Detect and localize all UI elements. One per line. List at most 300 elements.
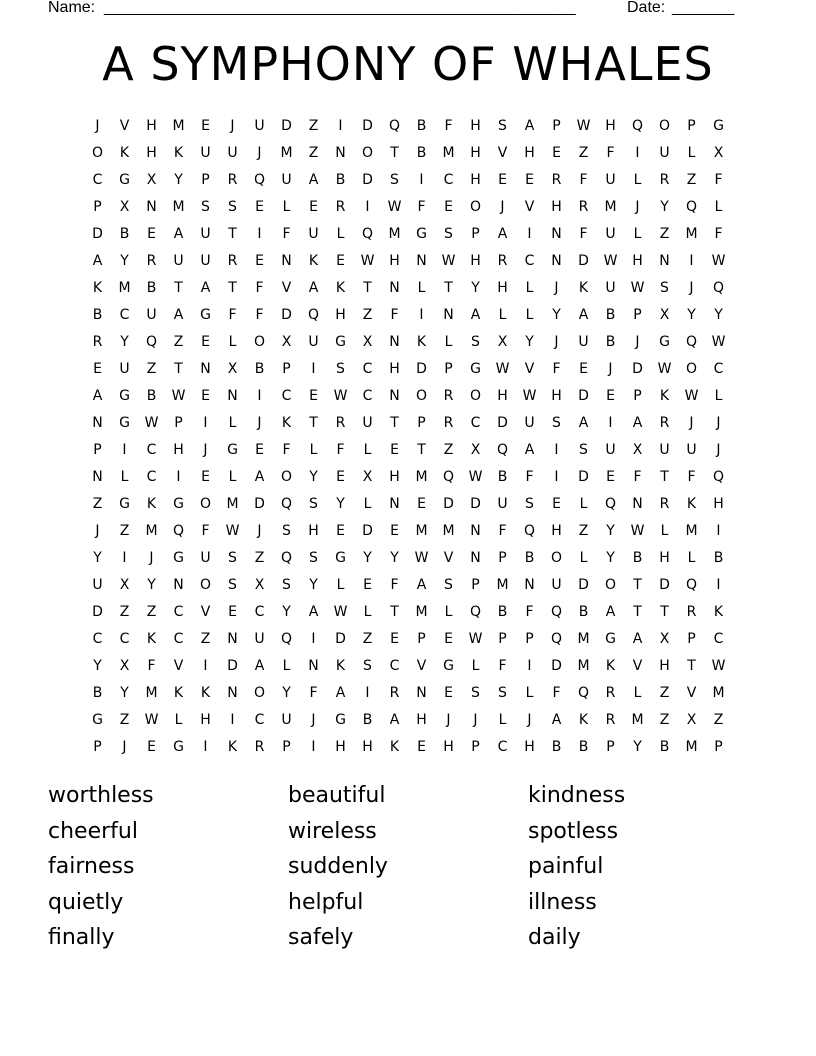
grid-letter: S <box>660 279 669 296</box>
grid-letter: L <box>633 684 642 701</box>
grid-letter: G <box>443 657 454 674</box>
grid-letter: E <box>390 522 399 539</box>
grid-letter: E <box>147 738 156 755</box>
grid-letter: H <box>551 522 562 539</box>
grid-letter: J <box>554 279 559 296</box>
grid-letter: J <box>554 333 559 350</box>
grid-letter: S <box>525 495 534 512</box>
grid-letter: H <box>551 387 562 404</box>
grid-letter: U <box>605 441 616 458</box>
date-field-line: _______ <box>672 0 735 16</box>
grid-letter: F <box>444 117 453 134</box>
grid-letter: D <box>578 252 589 269</box>
grid-letter: I <box>176 468 181 485</box>
grid-letter: A <box>173 225 184 242</box>
grid-letter: N <box>227 630 238 647</box>
grid-letter: I <box>122 549 127 566</box>
name-label: Name: <box>48 0 96 16</box>
grid-letter: X <box>659 306 670 323</box>
grid-letter: W <box>360 252 375 269</box>
grid-letter: L <box>174 711 183 728</box>
grid-letter: R <box>443 387 454 404</box>
grid-letter: N <box>389 387 400 404</box>
grid-letter: N <box>443 306 454 323</box>
grid-letter: C <box>119 306 130 323</box>
grid-letter: B <box>524 549 535 566</box>
grid-letter: A <box>578 414 589 431</box>
grid-letter: H <box>389 468 400 485</box>
grid-letter: E <box>255 441 264 458</box>
grid-letter: W <box>144 711 159 728</box>
grid-letter: A <box>92 252 103 269</box>
grid-letter: W <box>441 252 456 269</box>
grid-letter: L <box>444 603 453 620</box>
grid-letter: M <box>226 495 239 512</box>
grid-letter: B <box>578 738 589 755</box>
grid-letter: H <box>497 387 508 404</box>
grid-letter: K <box>416 333 427 350</box>
grid-letter: L <box>228 468 237 485</box>
grid-letter: L <box>336 576 345 593</box>
grid-letter: W <box>171 387 186 404</box>
grid-letter: W <box>684 387 699 404</box>
grid-letter: O <box>361 144 374 161</box>
grid-letter: Y <box>606 522 615 539</box>
grid-letter: F <box>282 441 291 458</box>
grid-letter: Z <box>146 360 157 377</box>
grid-letter: Q <box>550 603 563 620</box>
grid-letter: R <box>146 252 157 269</box>
grid-letter: J <box>635 333 640 350</box>
grid-letter: R <box>659 414 670 431</box>
grid-letter: T <box>228 279 237 296</box>
grid-letter: O <box>253 684 266 701</box>
grid-letter: Y <box>93 657 102 674</box>
grid-letter: G <box>335 549 346 566</box>
grid-letter: D <box>578 387 589 404</box>
date-label: Date: <box>627 0 666 16</box>
grid-letter: M <box>145 684 158 701</box>
grid-letter: X <box>470 441 481 458</box>
grid-letter: M <box>415 603 428 620</box>
grid-letter: E <box>579 360 588 377</box>
grid-letter: Q <box>685 333 698 350</box>
grid-letter: S <box>201 198 210 215</box>
grid-letter: B <box>362 711 373 728</box>
grid-letter: U <box>605 279 616 296</box>
grid-letter: X <box>362 468 373 485</box>
grid-letter: H <box>146 144 157 161</box>
grid-letter: R <box>227 252 238 269</box>
grid-letter: M <box>280 144 293 161</box>
grid-letter: R <box>497 252 508 269</box>
grid-letter: S <box>444 576 453 593</box>
grid-letter: B <box>254 360 265 377</box>
grid-letter: D <box>551 657 562 674</box>
grid-letter: P <box>174 414 183 431</box>
grid-letter: Y <box>282 684 291 701</box>
grid-letter: E <box>255 252 264 269</box>
grid-letter: W <box>711 657 726 674</box>
grid-letter: U <box>605 225 616 242</box>
grid-letter: U <box>524 414 535 431</box>
grid-letter: Z <box>308 117 319 134</box>
grid-letter: W <box>333 387 348 404</box>
grid-letter: Z <box>686 171 697 188</box>
grid-letter: T <box>444 279 453 296</box>
grid-letter: F <box>714 171 723 188</box>
grid-letter: G <box>119 414 130 431</box>
grid-letter: I <box>122 441 127 458</box>
grid-letter: X <box>119 657 130 674</box>
grid-letter: A <box>308 279 319 296</box>
grid-letter: M <box>712 684 725 701</box>
grid-letter: U <box>551 576 562 593</box>
grid-letter: K <box>92 279 103 296</box>
grid-letter: Y <box>147 576 156 593</box>
grid-letter: B <box>92 684 103 701</box>
grid-letter: L <box>363 495 372 512</box>
grid-letter: D <box>281 117 292 134</box>
grid-letter: Y <box>120 333 129 350</box>
grid-letter: D <box>92 603 103 620</box>
grid-letter: G <box>200 306 211 323</box>
grid-letter: U <box>146 306 157 323</box>
grid-letter: M <box>388 225 401 242</box>
grid-letter: V <box>443 549 454 566</box>
grid-letter: Z <box>254 549 265 566</box>
grid-letter: C <box>173 630 184 647</box>
grid-letter: J <box>95 117 100 134</box>
grid-letter: K <box>281 414 292 431</box>
grid-letter: O <box>199 495 212 512</box>
grid-letter: N <box>227 684 238 701</box>
grid-letter: V <box>632 657 643 674</box>
grid-letter: G <box>173 549 184 566</box>
grid-letter: N <box>92 468 103 485</box>
grid-letter: Y <box>552 306 561 323</box>
grid-letter: C <box>362 387 373 404</box>
grid-letter: S <box>228 549 237 566</box>
grid-letter: L <box>471 657 480 674</box>
grid-letter: I <box>554 441 559 458</box>
grid-letter: M <box>172 117 185 134</box>
grid-letter: N <box>335 144 346 161</box>
grid-letter: Q <box>631 117 644 134</box>
word-list-item: suddenly <box>288 854 388 880</box>
grid-letter: O <box>199 576 212 593</box>
grid-letter: K <box>713 603 724 620</box>
grid-letter: V <box>686 684 697 701</box>
grid-letter: R <box>335 198 346 215</box>
grid-letter: X <box>713 144 724 161</box>
grid-letter: P <box>93 441 102 458</box>
grid-letter: C <box>470 414 481 431</box>
grid-letter: J <box>149 549 154 566</box>
grid-letter: I <box>527 657 532 674</box>
grid-letter: Y <box>606 549 615 566</box>
grid-letter: F <box>498 522 507 539</box>
grid-letter: E <box>201 333 210 350</box>
grid-letter: H <box>200 711 211 728</box>
grid-letter: N <box>551 252 562 269</box>
grid-letter: W <box>414 549 429 566</box>
grid-letter: J <box>635 198 640 215</box>
grid-letter: J <box>257 522 262 539</box>
grid-letter: C <box>389 657 400 674</box>
word-list-item: spotless <box>528 818 619 844</box>
grid-letter: N <box>470 522 481 539</box>
grid-letter: W <box>576 117 591 134</box>
grid-letter: W <box>711 333 726 350</box>
grid-letter: V <box>524 198 535 215</box>
grid-letter: G <box>119 495 130 512</box>
grid-letter: B <box>146 387 157 404</box>
grid-letter: E <box>201 387 210 404</box>
grid-letter: I <box>554 468 559 485</box>
grid-letter: J <box>500 198 505 215</box>
grid-letter: I <box>257 225 262 242</box>
grid-letter: E <box>309 198 318 215</box>
grid-letter: X <box>497 333 508 350</box>
grid-letter: P <box>471 225 480 242</box>
grid-letter: G <box>659 333 670 350</box>
grid-letter: U <box>227 144 238 161</box>
grid-letter: E <box>444 630 453 647</box>
grid-letter: D <box>416 360 427 377</box>
grid-letter: N <box>389 495 400 512</box>
grid-letter: G <box>173 495 184 512</box>
grid-letter: B <box>713 549 724 566</box>
grid-letter: Z <box>713 711 724 728</box>
grid-letter: R <box>551 171 562 188</box>
grid-letter: D <box>578 576 589 593</box>
grid-letter: L <box>579 495 588 512</box>
word-list-item: illness <box>528 889 597 915</box>
grid-letter: Q <box>604 495 617 512</box>
grid-letter: Q <box>307 306 320 323</box>
grid-letter: A <box>632 630 643 647</box>
grid-letter: A <box>470 306 481 323</box>
grid-letter: Y <box>93 549 102 566</box>
grid-letter: R <box>335 414 346 431</box>
grid-letter: A <box>254 468 265 485</box>
grid-letter: N <box>659 252 670 269</box>
grid-letter: C <box>119 630 130 647</box>
grid-letter: A <box>389 711 400 728</box>
grid-letter: D <box>497 414 508 431</box>
grid-letter: G <box>92 711 103 728</box>
grid-letter: G <box>416 225 427 242</box>
word-list-item: quietly <box>48 889 124 915</box>
grid-letter: R <box>92 333 103 350</box>
grid-letter: N <box>416 252 427 269</box>
grid-letter: R <box>686 603 697 620</box>
grid-letter: R <box>605 711 616 728</box>
grid-letter: R <box>578 198 589 215</box>
grid-letter: F <box>255 306 264 323</box>
grid-letter: Q <box>253 171 266 188</box>
grid-letter: C <box>146 441 157 458</box>
grid-letter: A <box>200 279 211 296</box>
grid-letter: U <box>578 333 589 350</box>
grid-letter: A <box>605 603 616 620</box>
grid-letter: T <box>633 603 642 620</box>
grid-letter: R <box>605 684 616 701</box>
grid-letter: N <box>416 684 427 701</box>
grid-letter: C <box>146 468 157 485</box>
grid-letter: K <box>308 252 319 269</box>
grid-letter: A <box>308 171 319 188</box>
grid-letter: E <box>552 495 561 512</box>
grid-letter: S <box>552 414 561 431</box>
grid-letter: L <box>714 387 723 404</box>
grid-letter: T <box>228 225 237 242</box>
grid-letter: P <box>687 117 696 134</box>
grid-letter: P <box>606 738 615 755</box>
grid-letter: I <box>419 306 424 323</box>
grid-letter: B <box>551 738 562 755</box>
grid-letter: F <box>525 603 534 620</box>
grid-letter: U <box>200 549 211 566</box>
grid-letter: A <box>335 684 346 701</box>
grid-letter: Q <box>280 495 293 512</box>
grid-letter: N <box>173 576 184 593</box>
grid-letter: A <box>632 414 643 431</box>
grid-letter: F <box>498 657 507 674</box>
grid-letter: I <box>365 198 370 215</box>
grid-letter: Q <box>712 468 725 485</box>
grid-letter: G <box>119 171 130 188</box>
grid-letter: N <box>389 333 400 350</box>
grid-letter: E <box>336 468 345 485</box>
grid-letter: B <box>578 603 589 620</box>
grid-letter: Q <box>469 603 482 620</box>
grid-letter: V <box>497 144 508 161</box>
grid-letter: M <box>442 144 455 161</box>
grid-letter: T <box>390 414 399 431</box>
grid-letter: E <box>525 171 534 188</box>
grid-letter: T <box>390 144 399 161</box>
grid-letter: L <box>525 279 534 296</box>
grid-letter: Y <box>309 468 318 485</box>
grid-letter: F <box>714 225 723 242</box>
grid-letter: U <box>659 144 670 161</box>
grid-letter: T <box>363 279 372 296</box>
grid-letter: I <box>230 711 235 728</box>
grid-letter: Q <box>577 684 590 701</box>
grid-letter: H <box>470 117 481 134</box>
grid-letter: J <box>257 144 262 161</box>
grid-letter: S <box>309 495 318 512</box>
grid-letter: E <box>606 468 615 485</box>
grid-letter: O <box>604 576 617 593</box>
grid-letter: U <box>362 414 373 431</box>
grid-letter: Z <box>659 684 670 701</box>
grid-letter: A <box>173 306 184 323</box>
grid-letter: F <box>228 306 237 323</box>
grid-letter: U <box>308 225 319 242</box>
grid-letter: M <box>172 198 185 215</box>
grid-letter: L <box>714 198 723 215</box>
grid-letter: N <box>92 414 103 431</box>
grid-letter: J <box>689 279 694 296</box>
grid-letter: F <box>417 198 426 215</box>
grid-letter: S <box>309 549 318 566</box>
grid-letter: Q <box>442 468 455 485</box>
grid-letter: H <box>146 117 157 134</box>
grid-letter: J <box>473 711 478 728</box>
grid-letter: Q <box>496 441 509 458</box>
grid-letter: H <box>443 738 454 755</box>
grid-letter: T <box>633 576 642 593</box>
grid-letter: N <box>308 657 319 674</box>
grid-letter: I <box>203 738 208 755</box>
grid-letter: J <box>446 711 451 728</box>
grid-letter: V <box>524 360 535 377</box>
grid-letter: S <box>336 360 345 377</box>
grid-letter: X <box>632 441 643 458</box>
grid-letter: L <box>498 711 507 728</box>
grid-letter: F <box>687 468 696 485</box>
grid-letter: W <box>495 360 510 377</box>
grid-letter: Z <box>308 144 319 161</box>
grid-letter: A <box>497 225 508 242</box>
grid-letter: F <box>552 360 561 377</box>
grid-letter: L <box>417 279 426 296</box>
grid-letter: D <box>362 117 373 134</box>
grid-letter: Z <box>119 711 130 728</box>
grid-letter: Y <box>336 495 345 512</box>
grid-letter: Y <box>714 306 723 323</box>
grid-letter: I <box>257 387 262 404</box>
grid-letter: W <box>630 522 645 539</box>
grid-letter: W <box>630 279 645 296</box>
grid-letter: U <box>254 630 265 647</box>
grid-letter: H <box>632 252 643 269</box>
word-list-item: finally <box>48 925 115 951</box>
grid-letter: C <box>281 387 292 404</box>
grid-letter: X <box>686 711 697 728</box>
grid-letter: A <box>551 711 562 728</box>
grid-letter: U <box>200 225 211 242</box>
grid-letter: Y <box>120 684 129 701</box>
grid-letter: Q <box>685 576 698 593</box>
grid-letter: B <box>605 333 616 350</box>
grid-letter: V <box>173 657 184 674</box>
grid-letter: I <box>203 414 208 431</box>
grid-letter: P <box>633 387 642 404</box>
grid-letter: C <box>713 630 724 647</box>
grid-letter: K <box>578 711 589 728</box>
grid-letter: N <box>632 495 643 512</box>
puzzle-title: A SYMPHONY OF WHALES <box>102 37 714 91</box>
grid-letter: B <box>92 306 103 323</box>
grid-letter: M <box>631 711 644 728</box>
grid-letter: X <box>146 171 157 188</box>
grid-letter: Q <box>361 225 374 242</box>
grid-letter: P <box>498 549 507 566</box>
grid-letter: I <box>311 360 316 377</box>
grid-letter: W <box>333 603 348 620</box>
grid-letter: L <box>525 306 534 323</box>
grid-letter: I <box>311 630 316 647</box>
grid-letter: H <box>524 738 535 755</box>
grid-letter: E <box>147 225 156 242</box>
grid-letter: Y <box>687 306 696 323</box>
grid-letter: E <box>336 522 345 539</box>
grid-letter: Z <box>362 630 373 647</box>
